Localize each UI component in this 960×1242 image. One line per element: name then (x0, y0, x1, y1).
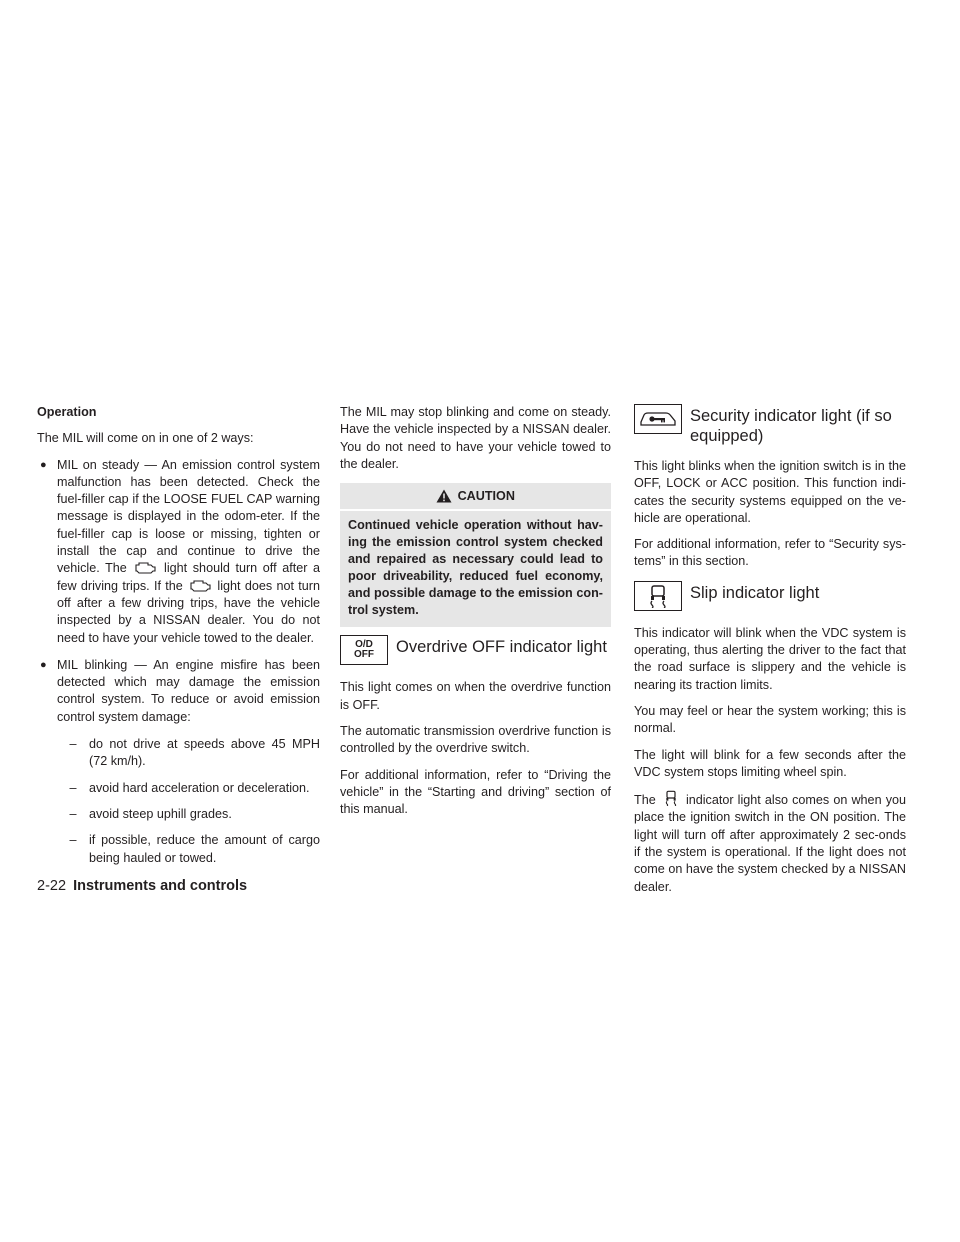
slip-paragraph-4-b: indicator light also comes on when you place the ignition switch in the ON position. The light will turn off after approximately 2 sec-onds if the system is operational. If the light does not come on have the system checked by a NISSAN dealer. (634, 793, 906, 894)
slip-paragraph-1: This indicator will blink when the VDC system is operating, thus alerting the driver to the fact that the road surface is slippery and the vehicle is nearing its traction limits. (634, 625, 906, 692)
dash-item (57, 832, 320, 867)
mil-intro: The MIL will come on in one of 2 ways: (37, 431, 254, 446)
od-icon-line1: O/D (355, 639, 373, 651)
page-footer (37, 878, 247, 894)
column-2 (340, 404, 611, 828)
overdrive-title: Overdrive OFF indicator light (396, 638, 607, 657)
dash-symbol: – (69, 806, 77, 821)
dash-item (57, 806, 320, 823)
bullet-mil-steady-text-a: MIL on steady — An emission control system malfunction has been detected. Check the fuel-filler cap if the LOOSE FUEL CAP warning message is displayed in the odom-eter. If the fuel-filler cap is loose or missing, tighten or install the cap and continue to drive the vehicle. The (57, 457, 320, 576)
engine-check-icon (132, 561, 158, 575)
column-1 (37, 404, 320, 876)
overdrive-off-icon (340, 635, 388, 665)
dash-symbol: – (69, 780, 77, 795)
security-paragraph-1: This light blinks when the ignition switch is in the OFF, LOCK or ACC position. This function indi-cates the security systems equipped on the ve-hicle are operational. (634, 459, 906, 525)
slip-paragraph-4 (634, 790, 906, 896)
security-car-key-icon (634, 404, 682, 434)
dash-symbol: – (69, 833, 77, 848)
dash-list (37, 736, 320, 867)
bullet-mil-blinking (37, 657, 320, 726)
dash-item-text: do not drive at speeds above 45 MPH (72 km/h). (89, 737, 320, 769)
dash-item-text: if possible, reduce the amount of cargo being hauled or towed. (89, 833, 320, 865)
slip-paragraph-3: The light will blink for a few seconds after the VDC system stops limiting wheel spin. (634, 747, 906, 779)
od-icon-line2: OFF (354, 649, 374, 661)
dash-symbol: – (69, 737, 77, 752)
bullet-mil-steady (37, 457, 320, 647)
caution-text: Continued vehicle operation without hav-ing the emission control system checked and repaired as necessary could lead to poor driveability, reduced fuel economy, and possible damage to the emission con-trol system. (348, 518, 603, 618)
slip-paragraph-4-a: The (634, 793, 656, 808)
bullet-symbol: ● (40, 658, 47, 671)
overdrive-paragraph-3: For additional information, refer to “Driving the vehicle” in the “Starting and driving” section of this manual. (340, 767, 611, 817)
overdrive-paragraph-2: The automatic transmission overdrive function is controlled by the overdrive switch. (340, 724, 611, 756)
bullet-mil-steady-text-c: light does not turn off after a few driving trips, have the vehicle inspected by a NISSAN dealer. You do not need to have your vehicle towed to the dealer. (57, 578, 320, 645)
slip-indicator-icon (634, 581, 682, 611)
security-title: Security indicator light (if so equipped) (690, 407, 892, 445)
slip-indicator-icon (660, 790, 682, 806)
overdrive-section-header (340, 635, 611, 665)
caution-header (340, 483, 611, 511)
slip-section-header (634, 581, 906, 611)
bullet-mil-steady-text-b: light should turn off after a few driving trips. If the (57, 561, 321, 593)
operation-heading: Operation (37, 405, 97, 419)
bullet-mil-blinking-text: MIL blinking — An engine misfire has been detected which may damage the emission control system. To reduce or avoid emission control system damage: (57, 657, 320, 724)
caution-box (340, 483, 611, 627)
dash-item (57, 736, 320, 771)
slip-paragraph-2: You may feel or hear the system working; this is normal. (634, 703, 906, 736)
bullet-symbol: ● (40, 458, 47, 471)
section-name: Instruments and controls (73, 878, 248, 894)
warning-triangle-icon (436, 489, 452, 503)
dash-item-text: avoid steep uphill grades. (89, 806, 232, 821)
engine-check-icon (187, 579, 213, 593)
dash-item-text: avoid hard acceleration or deceleration. (89, 780, 310, 795)
column-3 (634, 404, 906, 905)
page-number: 2-22 (37, 878, 67, 894)
overdrive-paragraph-1: This light comes on when the overdrive function is OFF. (340, 680, 611, 712)
slip-title: Slip indicator light (690, 583, 820, 602)
dash-item (57, 780, 320, 797)
caution-title: CAUTION (457, 489, 515, 504)
security-section-header (634, 404, 906, 446)
security-paragraph-2: For additional information, refer to “Security sys-tems” in this section. (634, 537, 906, 569)
mil-paragraph: The MIL may stop blinking and come on steady. Have the vehicle inspected by a NISSAN dealer. You do not need to have your vehicle towed to the dealer. (340, 405, 611, 471)
